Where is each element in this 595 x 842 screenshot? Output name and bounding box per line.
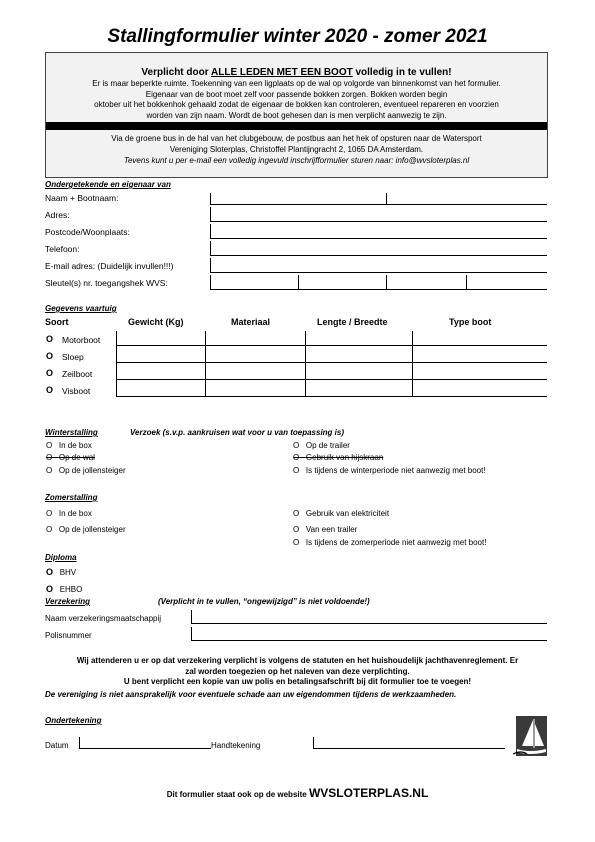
field-label-address: Adres:	[45, 210, 70, 220]
info-instructions	[46, 53, 547, 122]
sailboat-logo-icon	[513, 716, 547, 756]
winter-section-title: Winterstalling	[45, 428, 98, 437]
vessel-type-label: Zeilboot	[62, 369, 93, 379]
diploma-option-bhv[interactable]	[46, 567, 76, 577]
address-input-divider	[210, 207, 211, 221]
signature-input-divider	[313, 737, 314, 748]
signature-input-line[interactable]	[313, 748, 505, 749]
radio-sloep[interactable]: O	[46, 351, 54, 361]
checkbox-bullet[interactable]: O	[46, 453, 53, 462]
checkbox-bullet[interactable]: O	[46, 567, 54, 577]
option-label: Op de jollensteiger	[58, 525, 126, 534]
phone-input-line[interactable]	[210, 255, 547, 256]
summer-option-jollensteiger[interactable]	[46, 525, 126, 534]
info-heading: Verplicht door ALLE LEDEN MET EEN BOOT volledig in te vullen!	[141, 67, 452, 78]
policy-number-divider	[191, 627, 192, 640]
key-input-divider	[210, 275, 211, 289]
option-label: In de box	[58, 441, 92, 450]
field-label-key: Sleutel(s) nr. toegangshek WVS:	[45, 278, 168, 288]
winter-option-box[interactable]	[46, 441, 92, 450]
key-input-divider	[386, 275, 387, 289]
option-label: Gebruik van elektriciteit	[305, 509, 390, 518]
vessel-section-title: Gegevens vaartuig	[45, 304, 117, 313]
summer-option-absent[interactable]	[293, 538, 486, 547]
postcode-input-line[interactable]	[210, 238, 547, 239]
signature-section-title: Ondertekening	[45, 716, 102, 725]
vessel-column-line	[305, 331, 306, 396]
divider-bar	[46, 122, 547, 130]
option-label: In de box	[58, 509, 92, 518]
option-label: EHBO	[59, 585, 83, 594]
footer	[0, 786, 595, 800]
checkbox-bullet[interactable]: O	[293, 509, 300, 518]
policy-number-input-line[interactable]	[191, 640, 547, 641]
option-label: Is tijdens de zomerperiode niet aanwezig met boot!	[305, 538, 487, 547]
column-header-type: Soort	[45, 317, 69, 327]
column-header-material: Materiaal	[231, 317, 271, 327]
winter-instruction: Verzoek (s.v.p. aankruisen wat voor u van toepassing is)	[130, 428, 344, 437]
option-label: Op de wal	[58, 453, 95, 462]
name-input-line[interactable]	[210, 204, 547, 205]
checkbox-bullet[interactable]: O	[46, 584, 54, 594]
insurance-note: (Verplicht in te vullen, “ongewijzigd” is niet voldoende!)	[158, 597, 370, 606]
radio-zeilboot[interactable]: O	[46, 368, 54, 378]
email-line: Tevens kunt u per e-mail een volledig ingevuld inschrijfformulier sturen naar: info@wvsloterplas.nl	[123, 156, 470, 165]
option-label: Is tijdens de winterperiode niet aanwezig met boot!	[305, 466, 486, 475]
checkbox-bullet[interactable]: O	[293, 538, 300, 547]
name-input-divider	[210, 193, 211, 204]
vessel-type-label: Motorboot	[62, 335, 101, 345]
checkbox-bullet[interactable]: O	[46, 525, 53, 534]
info-address	[46, 133, 547, 166]
radio-motorboot[interactable]: O	[46, 334, 54, 344]
option-label: Op de jollensteiger	[58, 466, 126, 475]
option-label: Op de trailer	[305, 441, 350, 450]
insurance-company-label: Naam verzekeringsmaatschappij	[45, 614, 162, 623]
checkbox-bullet[interactable]: O	[293, 525, 300, 534]
policy-number-label: Polisnummer	[45, 631, 92, 640]
notice-line: zal worden toegezien op het naleven van deze verplichting.	[185, 666, 410, 676]
summer-option-trailer[interactable]	[293, 525, 357, 534]
vessel-type-label: Sloep	[62, 352, 84, 362]
vessel-row-line[interactable]	[116, 396, 547, 397]
notice-line: Wij attenderen u er op dat verzekering verplicht is volgens de statuten en het huishoudelijk jachthavenreglement. Er	[76, 656, 519, 665]
option-label: Gebruik van hijskraan	[305, 453, 384, 462]
date-input-line[interactable]	[79, 748, 211, 749]
name-input-divider	[386, 193, 387, 204]
vessel-column-line	[412, 331, 413, 396]
info-box	[45, 52, 548, 178]
summer-section-title: Zomerstalling	[45, 493, 98, 502]
email-input-divider	[210, 258, 211, 272]
summer-option-box[interactable]	[46, 509, 92, 518]
vessel-row-line[interactable]	[116, 345, 547, 346]
checkbox-bullet[interactable]: O	[46, 509, 53, 518]
vessel-column-line	[205, 331, 206, 396]
checkbox-bullet[interactable]: O	[293, 453, 300, 462]
date-label: Datum	[45, 741, 69, 750]
date-input-divider	[79, 737, 80, 748]
winter-option-jollensteiger[interactable]	[46, 466, 126, 475]
radio-visboot[interactable]: O	[46, 385, 54, 395]
winter-option-wal[interactable]	[46, 453, 95, 462]
key-input-line[interactable]	[210, 289, 547, 290]
winter-option-hijskraan[interactable]	[293, 453, 383, 462]
insurance-company-input-line[interactable]	[191, 623, 547, 624]
info-line: oktober uit het bokkenhok gehaald zodat de eigenaar de bokken kan controleren, eventueel repareren en voorzien	[94, 100, 499, 109]
checkbox-bullet[interactable]: O	[293, 466, 300, 475]
field-label-postcode: Postcode/Woonplaats:	[45, 227, 130, 237]
email-input-line[interactable]	[210, 272, 547, 273]
phone-input-divider	[210, 241, 211, 255]
checkbox-bullet[interactable]: O	[46, 441, 53, 450]
column-header-weight: Gewicht (Kg)	[128, 317, 184, 327]
info-line: Er is maar beperkte ruimte. Toekenning van een ligplaats op de wal op volgorde van binnenkomst van het formulier.	[92, 79, 501, 88]
vessel-row-line[interactable]	[116, 379, 547, 380]
vessel-row-line[interactable]	[116, 362, 547, 363]
address-line: Via de groene bus in de hal van het clubgebouw, de postbus aan het hek of opsturen naar de Watersport	[111, 134, 482, 143]
key-input-divider	[466, 275, 467, 289]
field-label-phone: Telefoon:	[45, 244, 80, 254]
diploma-section-title: Diploma	[45, 553, 77, 562]
info-line: Eigenaar van de boot moet zelf voor passende bokken zorgen. Bokken worden begin	[145, 89, 448, 99]
address-input-line[interactable]	[210, 221, 547, 222]
winter-option-absent[interactable]	[293, 466, 486, 475]
insurance-company-divider	[191, 610, 192, 623]
owner-section-title: Ondergetekende en eigenaar van	[45, 180, 171, 189]
website-link[interactable]: WVSLOTERPLAS.NL	[308, 786, 429, 800]
option-label: Van een trailer	[305, 525, 358, 534]
liability-disclaimer: De vereniging is niet aansprakelijk voor eventuele schade aan uw eigendommen tijdens de werkzaamheden.	[45, 690, 457, 699]
checkbox-bullet[interactable]: O	[293, 441, 300, 450]
signature-label: Handtekening	[211, 741, 261, 750]
option-label: BHV	[59, 568, 77, 577]
address-line: Vereniging Sloterplas, Christoffel Plantijngracht 2, 1065 DA Amsterdam.	[169, 145, 424, 154]
field-label-email: E-mail adres: (Duidelijk invullen!!!)	[45, 261, 174, 271]
insurance-notice	[45, 656, 550, 688]
vessel-column-line	[116, 331, 117, 396]
summer-option-electricity[interactable]	[293, 509, 389, 518]
column-header-size: Lengte / Breedte	[317, 317, 388, 327]
footer-text: Dit formulier staat ook op de website	[166, 790, 309, 799]
field-label-name: Naam + Bootnaam:	[45, 193, 119, 203]
column-header-boat-type: Type boot	[449, 317, 492, 327]
diploma-option-ehbo[interactable]	[46, 584, 82, 594]
checkbox-bullet[interactable]: O	[46, 466, 53, 475]
page-title: Stallingformulier winter 2020 - zomer 2021	[107, 26, 488, 47]
key-input-divider	[298, 275, 299, 289]
postcode-input-divider	[210, 224, 211, 238]
info-line: worden van zijn naam. Wordt de boot gehesen dan is men verplicht aanwezig te zijn.	[146, 110, 447, 120]
notice-line: U bent verplicht een kopie van uw polis en betalingsafschrift bij dit formulier toe te voegen!	[123, 677, 472, 686]
vessel-type-label: Visboot	[62, 386, 91, 396]
insurance-section-title: Verzekering	[45, 597, 91, 606]
winter-option-trailer[interactable]	[293, 441, 350, 450]
